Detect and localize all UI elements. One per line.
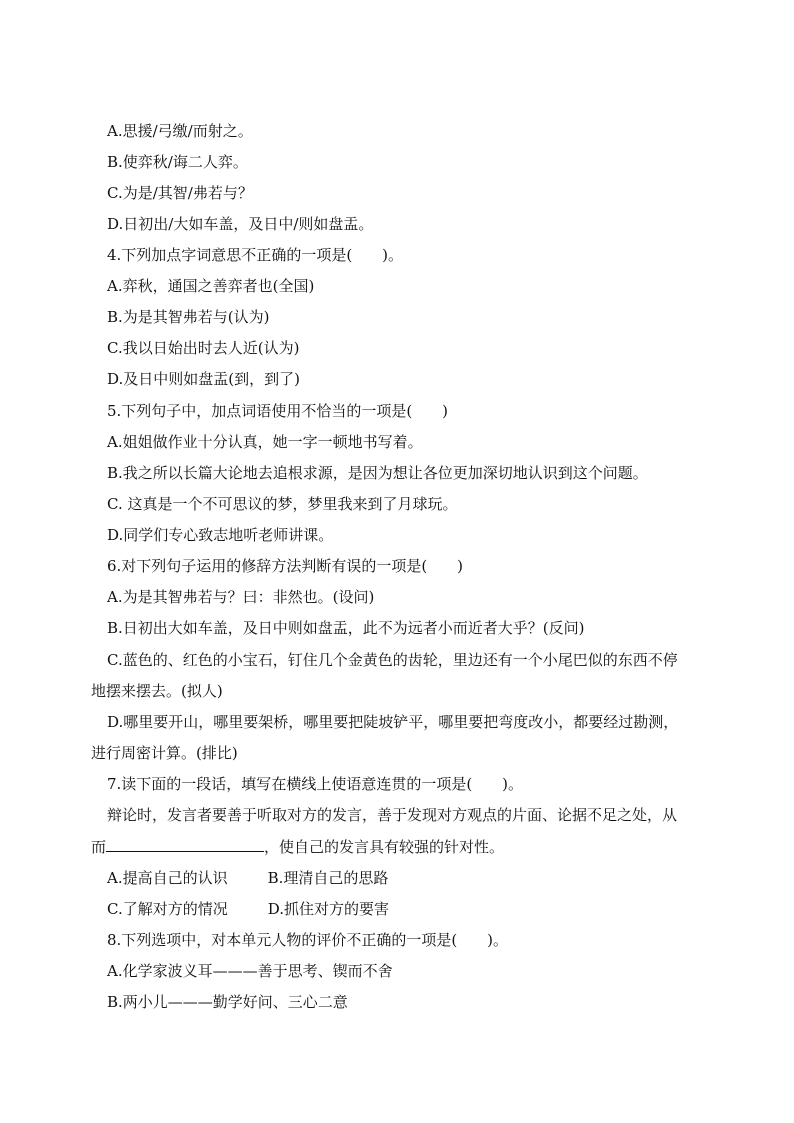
q4-option-a: A.弈秋，通国之善弈者也(全国): [107, 277, 315, 295]
q8-option-a: A.化学家波义耳———善于思考、锲而不舍: [107, 962, 393, 980]
q5-option-a: A.姐姐做作业十分认真，她一字一顿地书写着。: [107, 433, 423, 451]
q7-option-b: B.理清自己的思路: [267, 869, 389, 887]
q7-passage-cont: [91, 836, 504, 857]
q7-option-c: C.了解对方的情况: [107, 900, 228, 918]
q5-option-d: D.同学们专心致志地听老师讲课。: [107, 526, 334, 544]
question-4: 4.下列加点字词意思不正确的一项是( )。: [107, 246, 404, 264]
option-a-line: A.思援/弓缴/而射之。: [107, 122, 253, 140]
question-6: 6.对下列句子运用的修辞方法判断有误的一项是( ): [107, 557, 464, 575]
q5-option-c: C. 这真是一个不可思议的梦，梦里我来到了月球玩。: [107, 495, 458, 513]
q6-option-d: D.哪里要开山，哪里要架桥，哪里要把陡坡铲平，哪里要把弯度改小，都要经过勘测，: [107, 713, 679, 731]
q6-option-c-cont: 地摆来摆去。(拟人): [91, 682, 223, 700]
question-7: 7.读下面的一段话，填写在横线上使语意连贯的一项是( )。: [107, 775, 524, 793]
q7-passage-start: 而: [91, 838, 107, 856]
q7-option-d: D.抓住对方的要害: [267, 900, 389, 918]
q4-option-d: D.及日中则如盘盂(到，到了): [107, 370, 300, 388]
option-c-line: C.为是/其智/弗若与？: [107, 184, 253, 202]
q5-option-b: B.我之所以长篇大论地去追根求源，是因为想让各位更加深切地认识到这个问题。: [107, 464, 648, 482]
q7-option-a: A.提高自己的认识: [107, 869, 228, 887]
q7-passage: 辩论时，发言者要善于听取对方的发言，善于发现对方观点的片面、论据不足之处，从: [107, 806, 678, 824]
q6-option-a: A.为是其智弗若与？曰：非然也。(设问): [107, 588, 375, 606]
question-5: 5.下列句子中，加点词语使用不恰当的一项是( ): [107, 402, 449, 420]
q6-option-b: B.日初出大如车盖，及日中则如盘盂，此不为远者小而近者大乎？(反问): [107, 619, 585, 637]
q7-passage-end: ，使自己的发言具有较强的针对性。: [264, 838, 505, 856]
answer-blank: [106, 836, 264, 852]
question-8: 8.下列选项中，对本单元人物的评价不正确的一项是( )。: [107, 931, 509, 949]
option-b-line: B.使弈秋/诲二人弈。: [107, 153, 248, 171]
q4-option-c: C.我以日始出时去人近(认为): [107, 339, 300, 357]
q7-options-ab: [107, 868, 388, 888]
q8-option-b: B.两小儿———勤学好问、三心二意: [107, 993, 348, 1011]
q7-options-cd: [107, 899, 389, 919]
q6-option-c: C.蓝色的、红色的小宝石，钉住几个金黄色的齿轮，里边还有一个小尾巴似的东西不停: [107, 651, 678, 669]
q4-option-b: B.为是其智弗若与(认为): [107, 308, 270, 326]
q6-option-d-cont: 进行周密计算。(排比): [91, 744, 238, 762]
option-d-line: D.日初出/大如车盖，及日中/则如盘盂。: [107, 215, 374, 233]
